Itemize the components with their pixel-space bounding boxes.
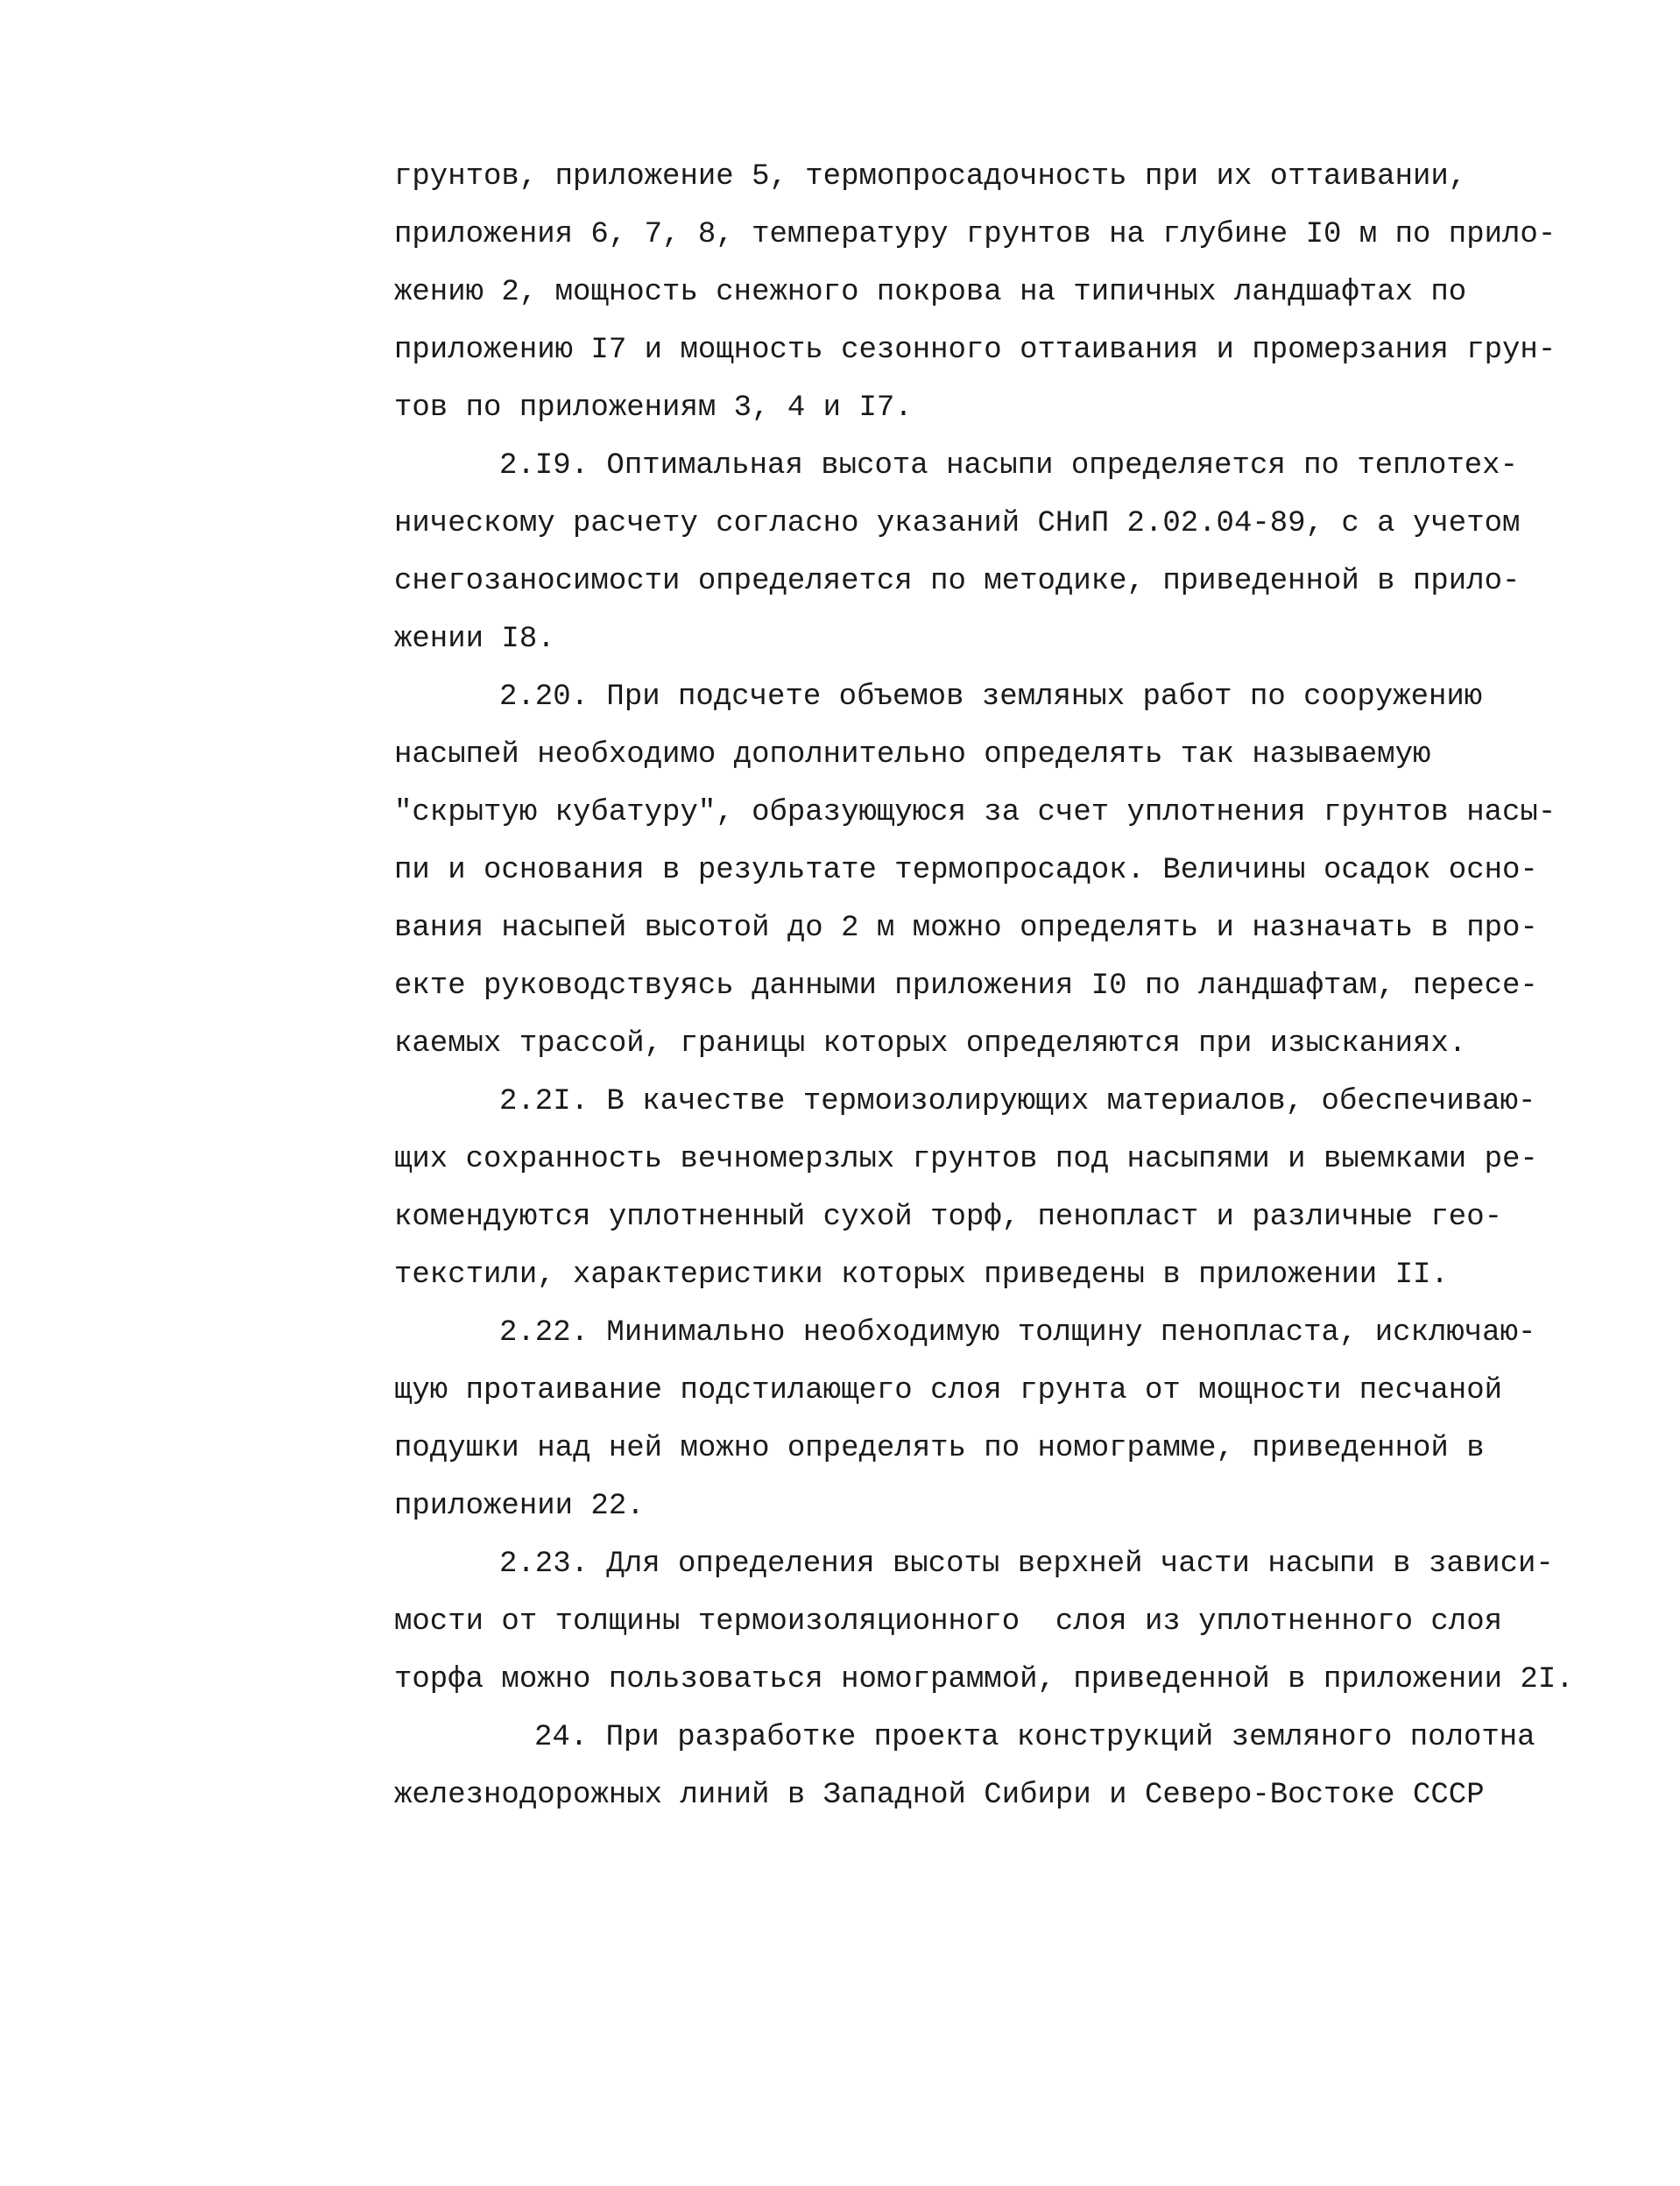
text-line: приложению I7 и мощность сезонного оттаивания и промерзания грун- [394,334,1556,367]
text-line: насыпей необходимо дополнительно определять так называемую [394,738,1431,772]
text-line: текстили, характеристики которых приведены в приложении II. [394,1259,1449,1292]
text-line: ническому расчету согласно указаний СНиП 2.02.04-89, с а учетом [394,507,1521,540]
text-line: екте руководствуясь данными приложения I0 по ландшафтам, пересе- [394,970,1538,1003]
text-line: 2.I9. Оптимальная высота насыпи определяется по теплотех- [499,449,1518,483]
text-line: щую протаивание подстилающего слоя грунта от мощности песчаной [394,1374,1503,1407]
text-line: 2.22. Минимально необходимую толщину пенопласта, исключаю- [499,1316,1536,1350]
text-line: приложении 22. [394,1490,645,1523]
text-line: вания насыпей высотой до 2 м можно определять и назначать в про- [394,912,1538,945]
text-line: мости от толщины термоизоляционного слоя из уплотненного слоя [394,1605,1503,1639]
text-line: снегозаносимости определяется по методике, приведенной в прило- [394,565,1521,598]
text-line: щих сохранность вечномерзлых грунтов под насыпями и выемками ре- [394,1143,1538,1176]
text-line: жению 2, мощность снежного покрова на типичных ландшафтах по [394,276,1467,309]
text-line: подушки над ней можно определять по номограмме, приведенной в [394,1432,1485,1465]
text-line: 2.23. Для определения высоты верхней части насыпи в зависи- [499,1548,1554,1581]
text-line: приложения 6, 7, 8, температуру грунтов на глубине I0 м по прило- [394,218,1556,251]
text-line: пи и основания в результате термопросадок. Величины осадок осно- [394,854,1538,887]
text-line: комендуются уплотненный сухой торф, пенопласт и различные гео- [394,1201,1503,1234]
text-line: железнодорожных линий в Западной Сибири и Северо-Востоке СССР [394,1779,1485,1812]
text-line: "скрытую кубатуру", образующуюся за счет уплотнения грунтов насы- [394,796,1556,829]
text-line: тов по приложениям 3, 4 и I7. [394,391,913,425]
text-line: жении I8. [394,623,555,656]
text-line: каемых трассой, границы которых определяются при изысканиях. [394,1027,1467,1061]
text-line: торфа можно пользоваться номограммой, приведенной в приложении 2I. [394,1663,1574,1696]
text-line: грунтов, приложение 5, термопросадочность при их оттаивании, [394,160,1467,194]
text-line: 2.20. При подсчете объемов земляных работ по сооружению [499,680,1483,714]
text-line: 24. При разработке проекта конструкций земляного полотна [534,1721,1535,1754]
text-line: 2.2I. В качестве термоизолирующих материалов, обеспечиваю- [499,1085,1536,1118]
